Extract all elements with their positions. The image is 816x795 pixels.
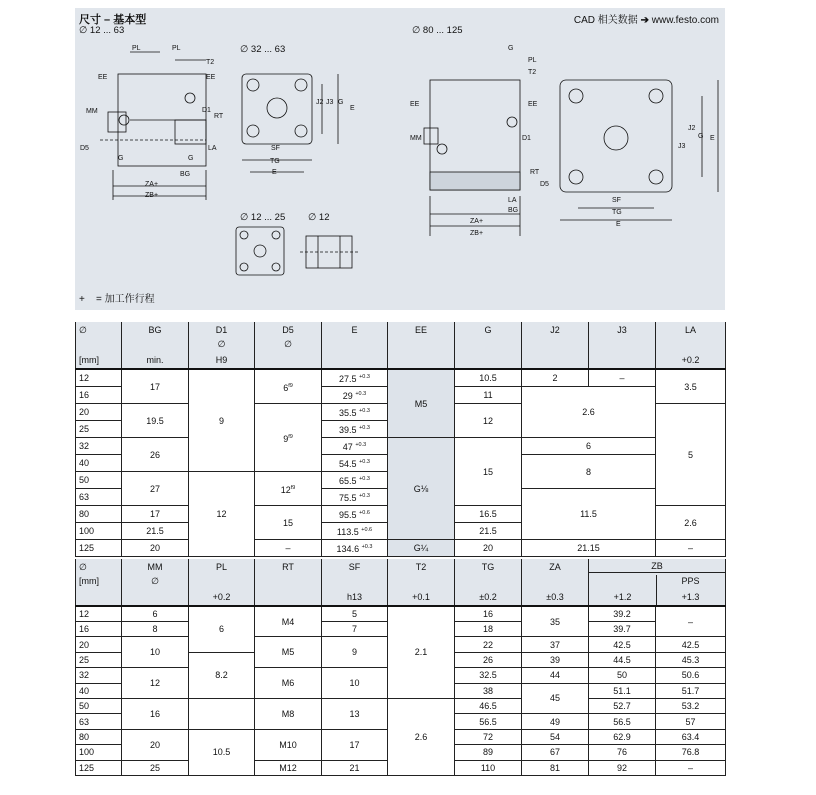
table-row: 40 38 45 51.1 51.7 [76, 683, 726, 698]
svg-text:LA: LA [508, 197, 517, 204]
svg-text:G: G [118, 155, 124, 162]
col-header-t2: T2 +0.1 [388, 559, 455, 606]
svg-text:ZB+: ZB+ [470, 230, 484, 237]
col-header-d1: D1 ∅ H9 [189, 322, 255, 369]
svg-text:T2: T2 [206, 59, 215, 66]
svg-text:LA: LA [208, 145, 217, 152]
svg-text:PL: PL [132, 45, 141, 52]
svg-text:MM: MM [410, 135, 422, 142]
col-header-sf: SF h13 [322, 559, 388, 606]
svg-text:RT: RT [530, 169, 540, 176]
svg-text:J2: J2 [688, 125, 696, 132]
front-view-80-125 [560, 80, 718, 220]
svg-text:PL: PL [528, 57, 537, 64]
table-row: 20 19.5 $9^{f9}$ 35.5 $^{+0.3}$ 12 5 [76, 404, 726, 421]
table-row: 16 8 7 18 39.7 [76, 622, 726, 637]
right-side-view [424, 80, 520, 236]
table-row: 100 21.5 113.5 $^{+0.6}$ 21.5 [76, 523, 726, 540]
col-header-dia: ∅ [mm] [76, 322, 122, 369]
technical-drawing [0, 0, 816, 310]
front-view-32-63 [242, 74, 338, 172]
table-row: 16 29 $^{+0.3}$ 11 2.6 [76, 387, 726, 404]
table-row: 25 39.5 $^{+0.3}$ [76, 421, 726, 438]
svg-text:TG: TG [270, 158, 280, 165]
table-row: 12 6 6 M4 5 2.1 16 35 39.2 – [76, 606, 726, 622]
range-12-25-label: ∅ 12 ... 25 [240, 212, 286, 223]
page-title: 尺寸 – 基本型 [79, 14, 147, 26]
svg-text:TG: TG [612, 209, 622, 216]
svg-text:EE: EE [528, 101, 538, 108]
svg-text:EE: EE [410, 101, 420, 108]
table-row: 63 75.5 $^{+0.3}$ 11.5 [76, 489, 726, 506]
table-row: 32 26 47 $^{+0.3}$ G⅛ 15 6 [76, 438, 726, 455]
range-32-63-label: ∅ 32 ... 63 [240, 44, 286, 55]
table-row: 20 10 M5 9 22 37 42.5 42.5 [76, 637, 726, 652]
table-row: 50 27 12 $12^{f9}$ 65.5 $^{+0.3}$ [76, 472, 726, 489]
side-view-12 [300, 236, 358, 268]
col-header-zb: ZB +1.2 PPS +1.3 [589, 559, 726, 606]
svg-text:EE: EE [98, 74, 108, 81]
svg-text:ZA+: ZA+ [470, 218, 484, 225]
svg-text:EE: EE [206, 74, 216, 81]
svg-text:SF: SF [612, 197, 621, 204]
col-header-mm: MM ∅ [122, 559, 189, 606]
svg-text:BG: BG [508, 207, 519, 214]
col-header-za: ZA ±0.3 [522, 559, 589, 606]
stroke-note: + = 加工作行程 [79, 294, 155, 305]
svg-text:T2: T2 [528, 69, 537, 76]
front-view-12-25 [236, 227, 284, 275]
col-header-la: LA +0.2 [656, 322, 726, 369]
cad-link[interactable]: www.festo.com [651, 15, 719, 26]
col-header-j2: J2 [522, 322, 589, 369]
svg-text:E: E [616, 221, 621, 228]
table-header-row [76, 322, 726, 369]
table-row: 80 17 15 95.5 $^{+0.6}$ 16.5 2.6 [76, 506, 726, 523]
col-header-ee: EE [388, 322, 455, 369]
svg-text:J3: J3 [678, 143, 686, 150]
svg-text:D1: D1 [202, 107, 211, 114]
svg-text:D1: D1 [522, 135, 531, 142]
table-row: 40 54.5 $^{+0.3}$ 8 [76, 455, 726, 472]
table-header-row [76, 559, 726, 606]
svg-text:SF: SF [271, 145, 280, 152]
table-row: 80 20 10.5 M10 17 72 54 62.9 63.4 [76, 729, 726, 744]
svg-text:E: E [710, 135, 715, 142]
svg-text:MM: MM [86, 108, 98, 115]
range-left-label: ∅ 12 ... 63 [79, 25, 125, 36]
dimension-table-2 [75, 559, 726, 776]
col-header-dia: ∅ [mm] [76, 559, 122, 606]
svg-text:ZA+: ZA+ [145, 181, 159, 188]
table-row: 100 89 67 76 76.8 [76, 745, 726, 760]
svg-text:G: G [698, 133, 704, 140]
col-header-g: G [455, 322, 522, 369]
arrow-right-icon: ➔ [640, 15, 649, 26]
table-row: 32 12 M6 10 32.5 44 50 50.6 [76, 668, 726, 683]
svg-text:PL: PL [172, 45, 181, 52]
col-header-d5: D5 ∅ [255, 322, 322, 369]
range-12-label: ∅ 12 [308, 212, 330, 223]
table-row: 25 8.2 26 39 44.5 45.3 [76, 652, 726, 667]
table-row: 125 25 M12 21 110 81 92 – [76, 760, 726, 775]
svg-text:G: G [338, 99, 344, 106]
table-row: 12 17 9 $6^{f9}$ 27.5 $^{+0.3}$ M5 10.5 2 – 3.5 [76, 369, 726, 387]
col-header-pl: PL +0.2 [189, 559, 255, 606]
svg-text:E: E [350, 105, 355, 112]
svg-text:E: E [272, 169, 277, 176]
svg-text:D5: D5 [540, 181, 549, 188]
svg-text:RT: RT [214, 113, 224, 120]
dimension-table-1 [75, 322, 726, 557]
svg-text:G: G [188, 155, 194, 162]
col-header-rt: RT [255, 559, 322, 606]
svg-text:G: G [508, 45, 514, 52]
table-row: 50 16 M8 13 2.6 46.5 52.7 53.2 [76, 698, 726, 713]
col-header-tg: TG ±0.2 [455, 559, 522, 606]
svg-text:D5: D5 [80, 145, 89, 152]
col-header-j3: J3 [589, 322, 656, 369]
col-header-e: E [322, 322, 388, 369]
table-row: 125 20 – 134.6 $^{+0.3}$ G¼ 20 21.15 – [76, 540, 726, 557]
col-header-bg: BG min. [122, 322, 189, 369]
svg-text:J2: J2 [316, 99, 324, 106]
cad-text: CAD 相关数据 [573, 15, 638, 26]
svg-text:ZB+: ZB+ [145, 192, 159, 199]
svg-text:J3: J3 [326, 99, 334, 106]
table-row: 63 56.5 49 56.5 57 [76, 714, 726, 729]
svg-text:BG: BG [180, 171, 191, 178]
range-right-label: ∅ 80 ... 125 [412, 25, 463, 36]
